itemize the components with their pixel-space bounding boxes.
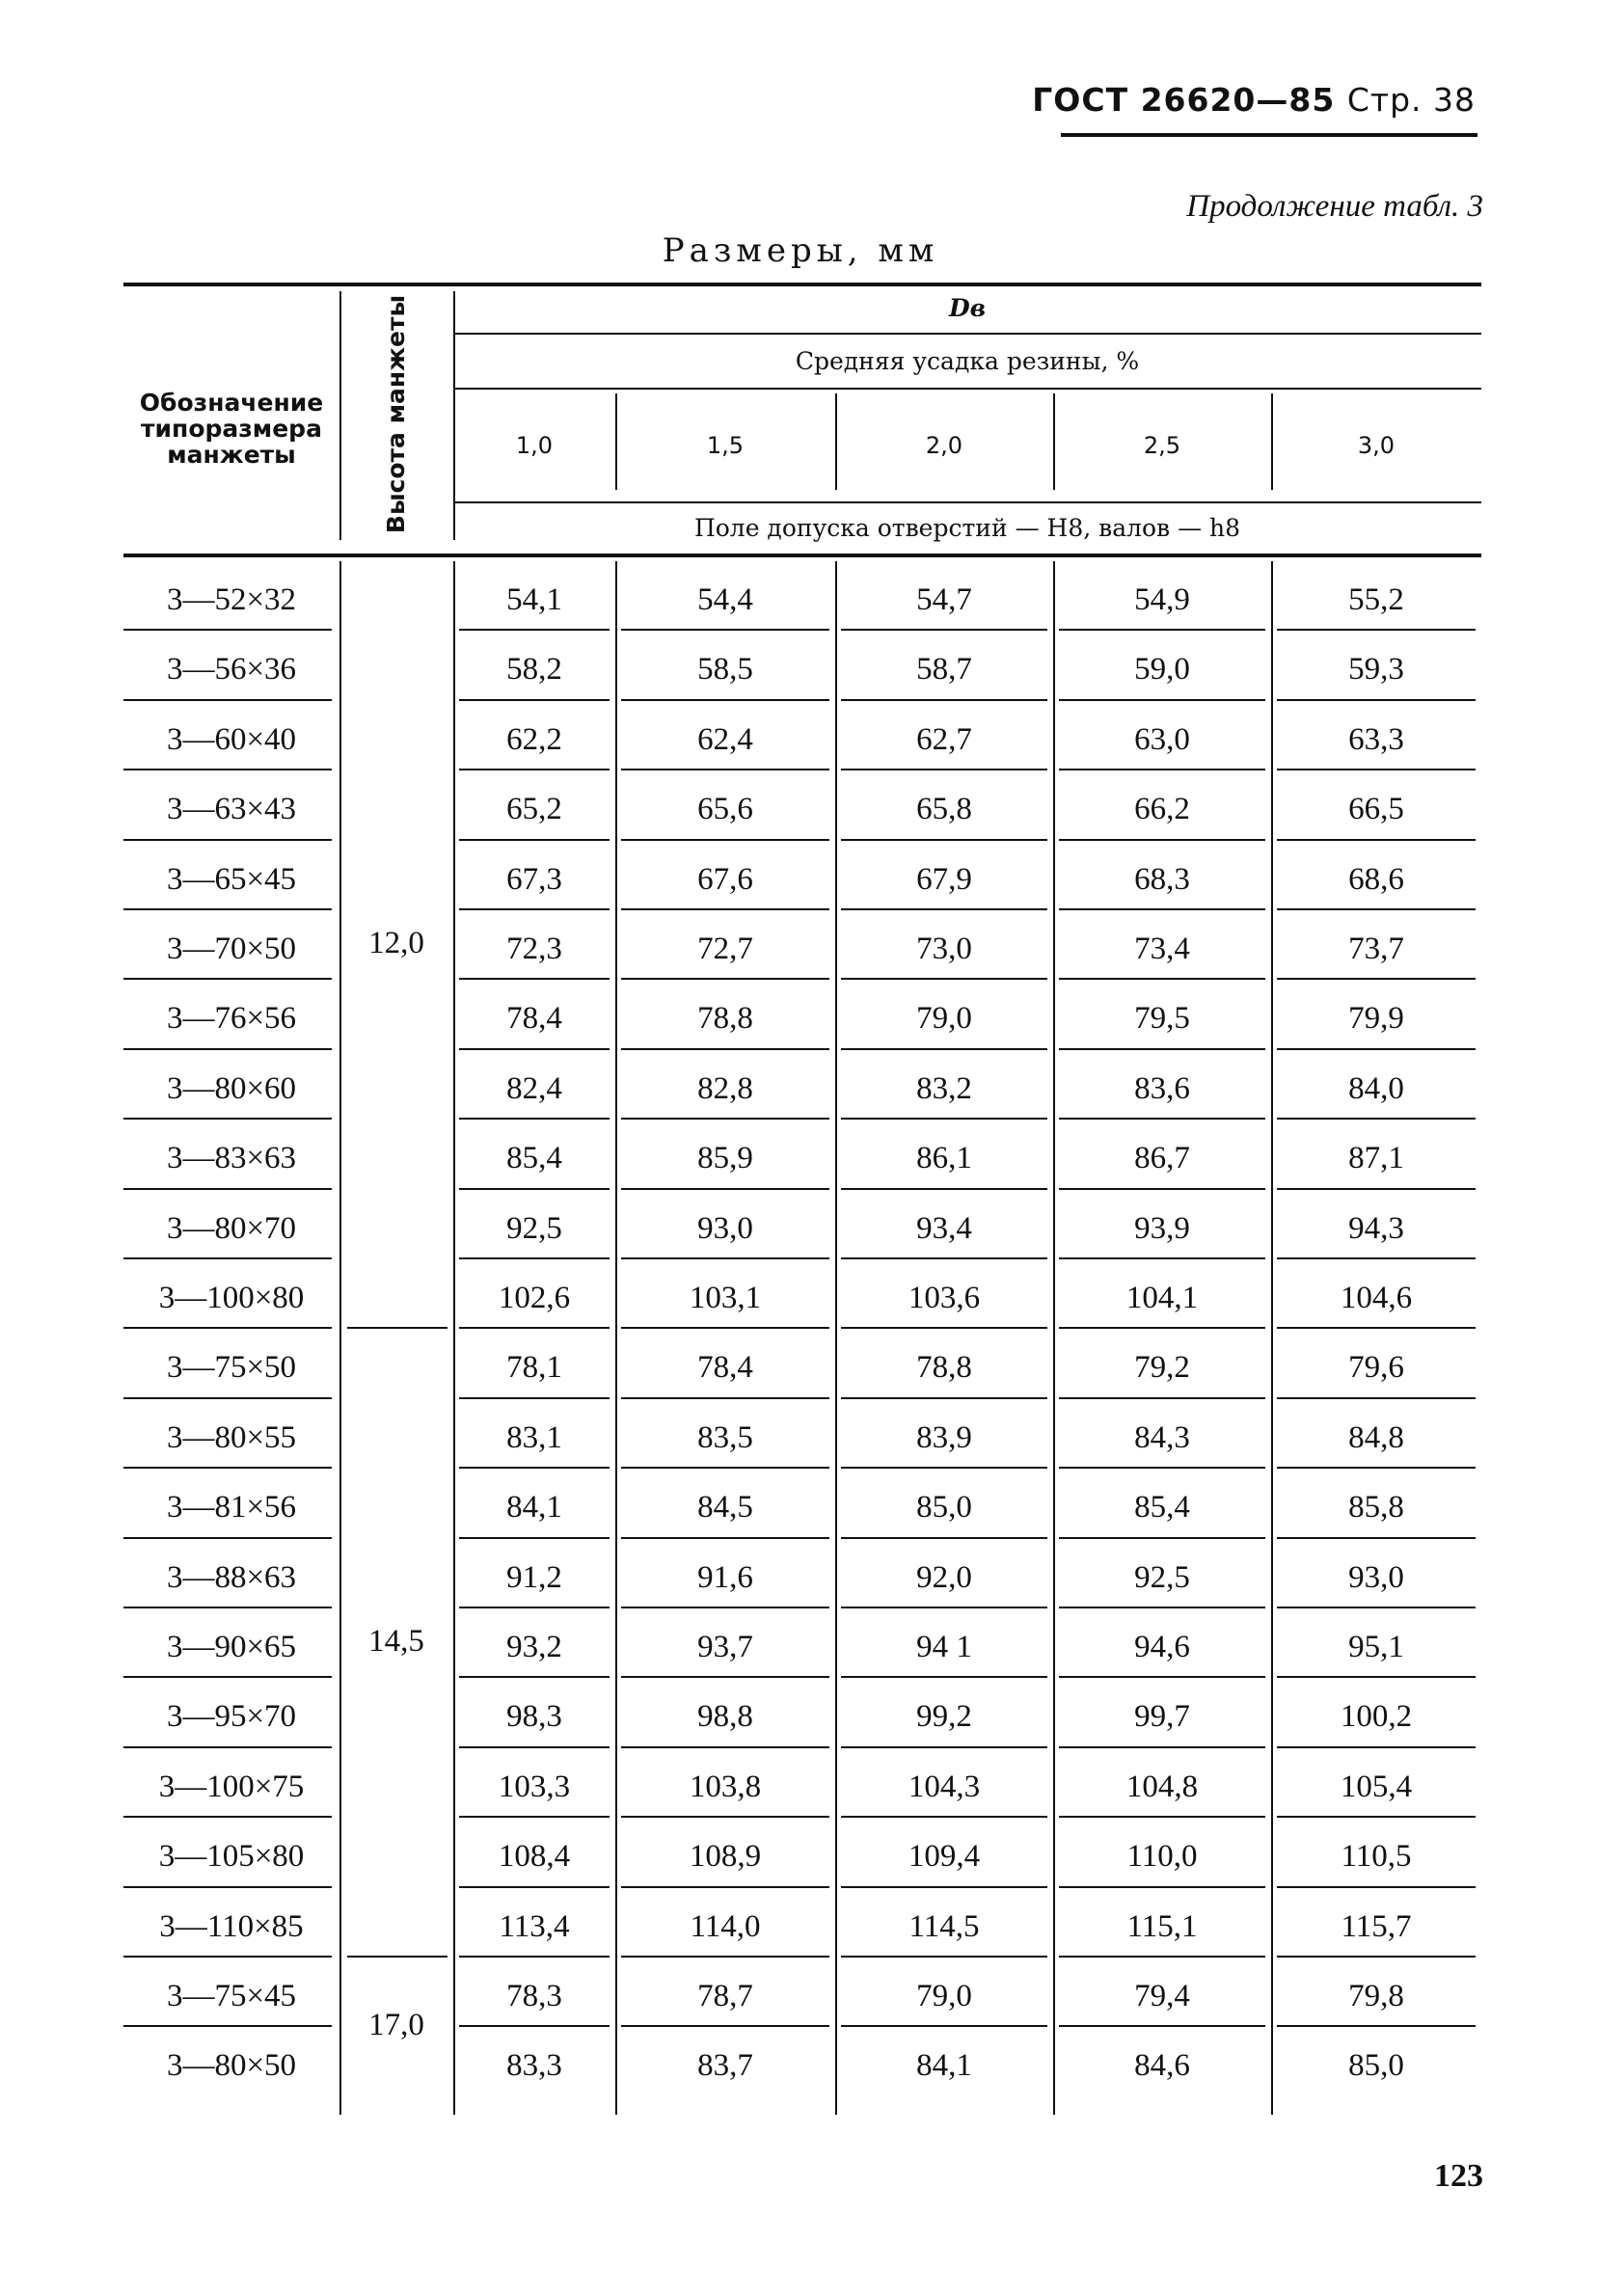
row-rule-value <box>621 1746 829 1748</box>
row-rule-value <box>1059 1816 1265 1818</box>
row-rule-designation <box>123 1537 332 1539</box>
row-rule-value <box>459 1746 610 1748</box>
value-cell: 82,4 <box>506 1070 562 1106</box>
row-rule-value <box>459 1607 610 1608</box>
row-rule-value <box>841 1188 1047 1190</box>
value-cell: 104,3 <box>908 1769 981 1804</box>
value-cell: 54,9 <box>1134 582 1190 617</box>
designation-cell: 3—52×32 <box>166 582 297 617</box>
row-rule-designation <box>123 1188 332 1190</box>
row-rule-designation <box>123 1886 332 1888</box>
value-cell: 83,2 <box>916 1070 972 1106</box>
designation-header: Обозначение типоразмера манжеты <box>139 389 324 469</box>
document-header <box>1003 81 1476 119</box>
value-cell: 92,0 <box>916 1559 972 1595</box>
tolerance-note: Поле допуска отверстий — Н8, валов — h8 <box>693 514 1241 542</box>
shrinkage-value-0: 1,0 <box>515 432 554 459</box>
value-cell: 98,8 <box>697 1699 753 1735</box>
value-cell: 83,9 <box>916 1419 972 1455</box>
row-rule-value <box>841 1886 1047 1888</box>
row-rule-value <box>621 769 829 770</box>
row-rule-designation <box>123 769 332 770</box>
row-rule-value <box>1277 1816 1476 1818</box>
row-rule-value <box>1059 1048 1265 1050</box>
row-rule-value <box>1277 1537 1476 1539</box>
value-cell: 66,2 <box>1134 792 1190 827</box>
shrinkage-value-3: 2,5 <box>1143 432 1181 459</box>
group-separator <box>347 1956 447 1958</box>
value-cell: 102,6 <box>498 1281 571 1315</box>
row-rule-value <box>841 629 1047 631</box>
value-cell: 84,0 <box>1348 1070 1404 1106</box>
designation-cell: 3—90×65 <box>166 1630 297 1664</box>
designation-cell: 3—83×63 <box>166 1141 297 1176</box>
row-rule-designation <box>123 908 332 910</box>
row-rule-value <box>1059 1886 1265 1888</box>
row-rule-value <box>621 839 829 841</box>
value-cell: 91,2 <box>506 1559 562 1595</box>
value-cell: 62,7 <box>916 721 972 757</box>
value-cell: 113,4 <box>499 1908 570 1944</box>
value-cell: 55,2 <box>1348 582 1404 617</box>
row-rule-value <box>1059 1537 1265 1539</box>
value-cell: 108,9 <box>689 1839 762 1875</box>
row-rule-value <box>1059 1118 1265 1120</box>
shrinkage-value-4: 3,0 <box>1357 432 1396 459</box>
row-rule-designation <box>123 1327 332 1329</box>
value-cell: 84,3 <box>1134 1419 1190 1455</box>
designation-cell: 3—110×85 <box>159 1908 304 1944</box>
row-rule-value <box>1059 769 1265 770</box>
designation-cell: 3—75×50 <box>166 1350 297 1386</box>
value-cell: 78,4 <box>506 1001 562 1037</box>
value-cell: 104,6 <box>1340 1281 1413 1315</box>
row-rule-value <box>841 839 1047 841</box>
value-cell: 65,2 <box>506 792 562 827</box>
designation-cell: 3—100×75 <box>158 1769 305 1804</box>
row-rule-value <box>621 1676 829 1678</box>
value-cell: 84,1 <box>506 1490 562 1526</box>
value-cell: 79,0 <box>916 1979 972 2013</box>
row-rule-designation <box>123 1048 332 1050</box>
value-cell: 92,5 <box>506 1210 562 1246</box>
value-cell: 62,4 <box>697 721 753 757</box>
row-rule-value <box>841 1816 1047 1818</box>
value-cell: 85,4 <box>506 1141 562 1176</box>
value-cell: 72,7 <box>697 932 753 966</box>
value-cell: 103,6 <box>908 1281 981 1315</box>
row-rule-value <box>1059 978 1265 980</box>
body-vline-4 <box>835 561 837 2115</box>
value-cell: 83,5 <box>697 1419 753 1455</box>
sizes-title: Размеры, мм <box>662 231 939 270</box>
value-cell: 85,4 <box>1134 1490 1190 1526</box>
row-rule-value <box>459 978 610 980</box>
value-cell: 93,9 <box>1134 1210 1190 1246</box>
table-continuation-note: Продолжение табл. 3 <box>1186 189 1483 224</box>
designation-cell: 3—76×56 <box>166 1001 297 1037</box>
value-cell: 54,1 <box>506 582 562 617</box>
value-cell: 68,3 <box>1134 861 1190 897</box>
value-cell: 78,4 <box>697 1350 753 1386</box>
designation-cell: 3—60×40 <box>166 721 297 757</box>
value-cell: 94 1 <box>916 1630 972 1664</box>
value-cell: 92,5 <box>1134 1559 1190 1595</box>
value-cell: 78,3 <box>506 1979 562 2013</box>
row-rule-value <box>1277 2025 1476 2027</box>
designation-cell: 3—80×50 <box>166 2048 297 2084</box>
value-cell: 83,7 <box>697 2048 753 2084</box>
value-cell: 93,2 <box>506 1630 562 1664</box>
value-cell: 72,3 <box>506 932 562 966</box>
value-cell: 103,1 <box>689 1281 762 1315</box>
shrinkage-value-2: 2,0 <box>925 432 963 459</box>
designation-cell: 3—100×80 <box>158 1281 305 1315</box>
shrinkage-header: Средняя усадка резины, % <box>795 347 1140 375</box>
row-rule-value <box>1059 1188 1265 1190</box>
value-cell: 98,3 <box>506 1699 562 1735</box>
value-cell: 63,3 <box>1348 721 1404 757</box>
row-rule-value <box>1059 908 1265 910</box>
row-rule-value <box>459 2025 610 2027</box>
row-rule-value <box>1277 1327 1476 1329</box>
value-cell: 83,1 <box>506 1419 562 1455</box>
row-rule-value <box>621 1816 829 1818</box>
value-cell: 85,9 <box>697 1141 753 1176</box>
row-rule-designation <box>123 978 332 980</box>
designation-cell: 3—88×63 <box>166 1559 297 1595</box>
body-vline-values <box>453 561 455 2115</box>
row-rule-value <box>1059 839 1265 841</box>
value-cell: 73,4 <box>1134 932 1190 966</box>
height-header <box>339 289 453 538</box>
value-cell: 115,1 <box>1126 1908 1198 1944</box>
value-cell: 109,4 <box>908 1839 981 1875</box>
group-height: 12,0 <box>368 926 424 961</box>
value-cell: 65,6 <box>697 792 753 827</box>
value-cell: 94,6 <box>1134 1630 1190 1664</box>
value-cell: 73,0 <box>916 932 972 966</box>
row-rule-value <box>621 978 829 980</box>
value-cell: 67,9 <box>916 861 972 897</box>
designation-cell: 3—65×45 <box>166 861 297 897</box>
row-rule-designation <box>123 699 332 701</box>
value-cell: 68,6 <box>1348 861 1404 897</box>
row-rule-value <box>621 1188 829 1190</box>
designation-cell: 3—75×45 <box>166 1979 297 2013</box>
row-rule-value <box>841 1048 1047 1050</box>
row-rule-designation <box>123 629 332 631</box>
row-rule-value <box>841 1467 1047 1469</box>
row-rule-value <box>621 1886 829 1888</box>
db-rule <box>453 333 1481 335</box>
row-rule-value <box>621 1118 829 1120</box>
value-cell: 91,6 <box>697 1559 753 1595</box>
value-cell: 114,0 <box>690 1908 761 1944</box>
row-rule-designation <box>123 1607 332 1608</box>
row-rule-designation <box>123 1746 332 1748</box>
row-rule-value <box>459 1956 610 1958</box>
row-rule-value <box>459 1816 610 1818</box>
value-cell: 62,2 <box>506 721 562 757</box>
row-rule-value <box>459 1537 610 1539</box>
row-rule-value <box>459 1118 610 1120</box>
designation-cell: 3—70×50 <box>166 932 297 966</box>
row-rule-designation <box>123 1467 332 1469</box>
body-vline-6 <box>1271 561 1273 2115</box>
row-rule-value <box>621 908 829 910</box>
row-rule-value <box>459 1397 610 1399</box>
row-rule-value <box>621 1327 829 1329</box>
value-cell: 63,0 <box>1134 721 1190 757</box>
row-rule-value <box>841 1327 1047 1329</box>
row-rule-designation <box>123 1257 332 1259</box>
value-cell: 83,3 <box>506 2048 562 2084</box>
values-rule <box>453 501 1481 503</box>
shrinkage-rule <box>453 388 1481 390</box>
header-vline-values <box>453 291 455 540</box>
value-cell: 78,8 <box>916 1350 972 1386</box>
body-vline-3 <box>615 561 617 2115</box>
row-rule-designation <box>123 1816 332 1818</box>
designation-cell: 3—80×60 <box>166 1070 297 1106</box>
row-rule-value <box>1059 699 1265 701</box>
row-rule-designation <box>123 1397 332 1399</box>
header-bottom-rule <box>123 554 1481 557</box>
db-header: Dв <box>948 294 987 322</box>
designation-cell: 3—63×43 <box>166 792 297 827</box>
gost-number: ГОСТ 26620—85 <box>1032 81 1336 119</box>
value-cell: 103,8 <box>689 1769 762 1804</box>
designation-cell: 3—95×70 <box>166 1699 297 1735</box>
value-cell: 114,5 <box>908 1908 980 1944</box>
row-rule-value <box>459 1886 610 1888</box>
value-cell: 86,7 <box>1134 1141 1190 1176</box>
row-rule-value <box>1059 1397 1265 1399</box>
row-rule-value <box>841 1676 1047 1678</box>
value-cell: 87,1 <box>1348 1141 1404 1176</box>
row-rule-value <box>1277 1886 1476 1888</box>
value-cell: 58,7 <box>916 652 972 688</box>
row-rule-value <box>621 1607 829 1608</box>
row-rule-value <box>1277 769 1476 770</box>
row-rule-designation <box>123 1118 332 1120</box>
value-cell: 78,1 <box>506 1350 562 1386</box>
row-rule-value <box>1059 629 1265 631</box>
row-rule-value <box>621 1467 829 1469</box>
row-rule-value <box>1059 2025 1265 2027</box>
value-cell: 73,7 <box>1348 932 1404 966</box>
designation-cell: 3—80×55 <box>166 1419 297 1455</box>
row-rule-value <box>1277 839 1476 841</box>
row-rule-designation <box>123 2025 332 2027</box>
value-cell: 59,0 <box>1134 652 1190 688</box>
row-rule-value <box>841 2025 1047 2027</box>
row-rule-value <box>841 1956 1047 1958</box>
shrinkage-value-1: 1,5 <box>706 432 745 459</box>
row-rule-value <box>1059 1327 1265 1329</box>
value-cell: 104,8 <box>1125 1769 1199 1804</box>
value-cell: 82,8 <box>697 1070 753 1106</box>
group-separator <box>347 1327 447 1329</box>
row-rule-value <box>459 1048 610 1050</box>
value-cell: 54,4 <box>697 582 753 617</box>
row-rule-value <box>621 629 829 631</box>
row-rule-value <box>1059 1746 1265 1748</box>
value-cell: 84,1 <box>916 2048 972 2084</box>
value-cell: 66,5 <box>1348 792 1404 827</box>
row-rule-value <box>1277 1467 1476 1469</box>
row-rule-designation <box>123 839 332 841</box>
value-cell: 85,0 <box>916 1490 972 1526</box>
row-rule-value <box>621 1537 829 1539</box>
row-rule-value <box>459 629 610 631</box>
value-cell: 78,8 <box>697 1001 753 1037</box>
value-cell: 58,2 <box>506 652 562 688</box>
value-cell: 95,1 <box>1348 1630 1404 1664</box>
row-rule-value <box>841 1257 1047 1259</box>
row-rule-value <box>841 1118 1047 1120</box>
value-cell: 84,5 <box>697 1490 753 1526</box>
value-cell: 85,0 <box>1348 2048 1404 2084</box>
group-height: 14,5 <box>368 1624 424 1660</box>
row-rule-value <box>621 1397 829 1399</box>
value-cell: 78,7 <box>697 1979 753 2013</box>
row-rule-value <box>1059 1607 1265 1608</box>
value-cell: 100,2 <box>1340 1699 1413 1735</box>
value-cell: 105,4 <box>1340 1769 1413 1804</box>
table-top-rule <box>123 283 1481 286</box>
value-cell: 79,6 <box>1348 1350 1404 1386</box>
row-rule-value <box>459 1257 610 1259</box>
value-cell: 79,9 <box>1348 1001 1404 1037</box>
page-number: 123 <box>1434 2158 1483 2194</box>
row-rule-designation <box>123 1956 332 1958</box>
row-rule-value <box>1277 1746 1476 1748</box>
row-rule-value <box>1277 1048 1476 1050</box>
row-rule-value <box>1277 1257 1476 1259</box>
value-cell: 67,3 <box>506 861 562 897</box>
value-cell: 94,3 <box>1348 1210 1404 1246</box>
height-header-text: Высота манжеты <box>382 294 411 533</box>
body-vline-height <box>339 561 341 2115</box>
row-rule-value <box>459 769 610 770</box>
row-rule-value <box>1277 1956 1476 1958</box>
row-rule-value <box>1277 978 1476 980</box>
value-cell: 58,5 <box>697 652 753 688</box>
value-cell: 86,1 <box>916 1141 972 1176</box>
row-rule-value <box>841 699 1047 701</box>
designation-cell: 3—81×56 <box>166 1490 297 1526</box>
value-cell: 65,8 <box>916 792 972 827</box>
row-rule-value <box>1059 1956 1265 1958</box>
row-rule-value <box>459 908 610 910</box>
row-rule-value <box>1277 699 1476 701</box>
row-rule-value <box>1277 1397 1476 1399</box>
value-cell: 59,3 <box>1348 652 1404 688</box>
value-cell: 79,8 <box>1348 1979 1404 2013</box>
row-rule-value <box>841 978 1047 980</box>
row-rule-value <box>1059 1257 1265 1259</box>
row-rule-value <box>459 1188 610 1190</box>
designation-cell: 3—80×70 <box>166 1210 297 1246</box>
value-cell: 93,0 <box>697 1210 753 1246</box>
value-cell: 110,5 <box>1341 1839 1412 1875</box>
value-cell: 110,0 <box>1126 1839 1198 1875</box>
row-rule-value <box>459 839 610 841</box>
value-cell: 93,7 <box>697 1630 753 1664</box>
row-rule-value <box>459 1467 610 1469</box>
row-rule-value <box>841 908 1047 910</box>
row-rule-value <box>841 1397 1047 1399</box>
designation-cell: 3—105×80 <box>158 1839 305 1875</box>
row-rule-value <box>1277 629 1476 631</box>
value-cell: 83,6 <box>1134 1070 1190 1106</box>
row-rule-value <box>1277 1676 1476 1678</box>
row-rule-value <box>1277 1118 1476 1120</box>
value-cell: 79,0 <box>916 1001 972 1037</box>
row-rule-value <box>621 1257 829 1259</box>
row-rule-value <box>621 1956 829 1958</box>
value-cell: 84,6 <box>1134 2048 1190 2084</box>
row-rule-value <box>1277 908 1476 910</box>
row-rule-value <box>1059 1676 1265 1678</box>
page-label: Стр. 38 <box>1346 81 1476 119</box>
row-rule-value <box>841 769 1047 770</box>
value-cell: 103,3 <box>498 1769 571 1804</box>
row-rule-value <box>841 1746 1047 1748</box>
value-cell: 67,6 <box>697 861 753 897</box>
value-cell: 85,8 <box>1348 1490 1404 1526</box>
header-rule <box>1061 133 1477 137</box>
value-cell: 79,2 <box>1134 1350 1190 1386</box>
value-cell: 79,4 <box>1134 1979 1190 2013</box>
designation-cell: 3—56×36 <box>166 652 297 688</box>
value-cell: 54,7 <box>916 582 972 617</box>
row-rule-value <box>621 699 829 701</box>
value-cell: 93,0 <box>1348 1559 1404 1595</box>
body-vline-5 <box>1053 561 1055 2115</box>
value-cell: 99,2 <box>916 1699 972 1735</box>
row-rule-value <box>459 1676 610 1678</box>
row-rule-value <box>1277 1188 1476 1190</box>
value-cell: 115,7 <box>1341 1908 1412 1944</box>
row-rule-value <box>841 1607 1047 1608</box>
row-rule-value <box>841 1537 1047 1539</box>
value-cell: 99,7 <box>1134 1699 1190 1735</box>
row-rule-value <box>459 699 610 701</box>
row-rule-value <box>621 2025 829 2027</box>
value-cell: 93,4 <box>916 1210 972 1246</box>
row-rule-value <box>621 1048 829 1050</box>
value-cell: 79,5 <box>1134 1001 1190 1037</box>
value-cell: 108,4 <box>498 1839 571 1875</box>
value-cell: 84,8 <box>1348 1419 1404 1455</box>
row-rule-designation <box>123 1676 332 1678</box>
row-rule-value <box>459 1327 610 1329</box>
row-rule-value <box>1277 1607 1476 1608</box>
value-cell: 104,1 <box>1125 1281 1199 1315</box>
group-height: 17,0 <box>368 2008 424 2043</box>
row-rule-value <box>1059 1467 1265 1469</box>
